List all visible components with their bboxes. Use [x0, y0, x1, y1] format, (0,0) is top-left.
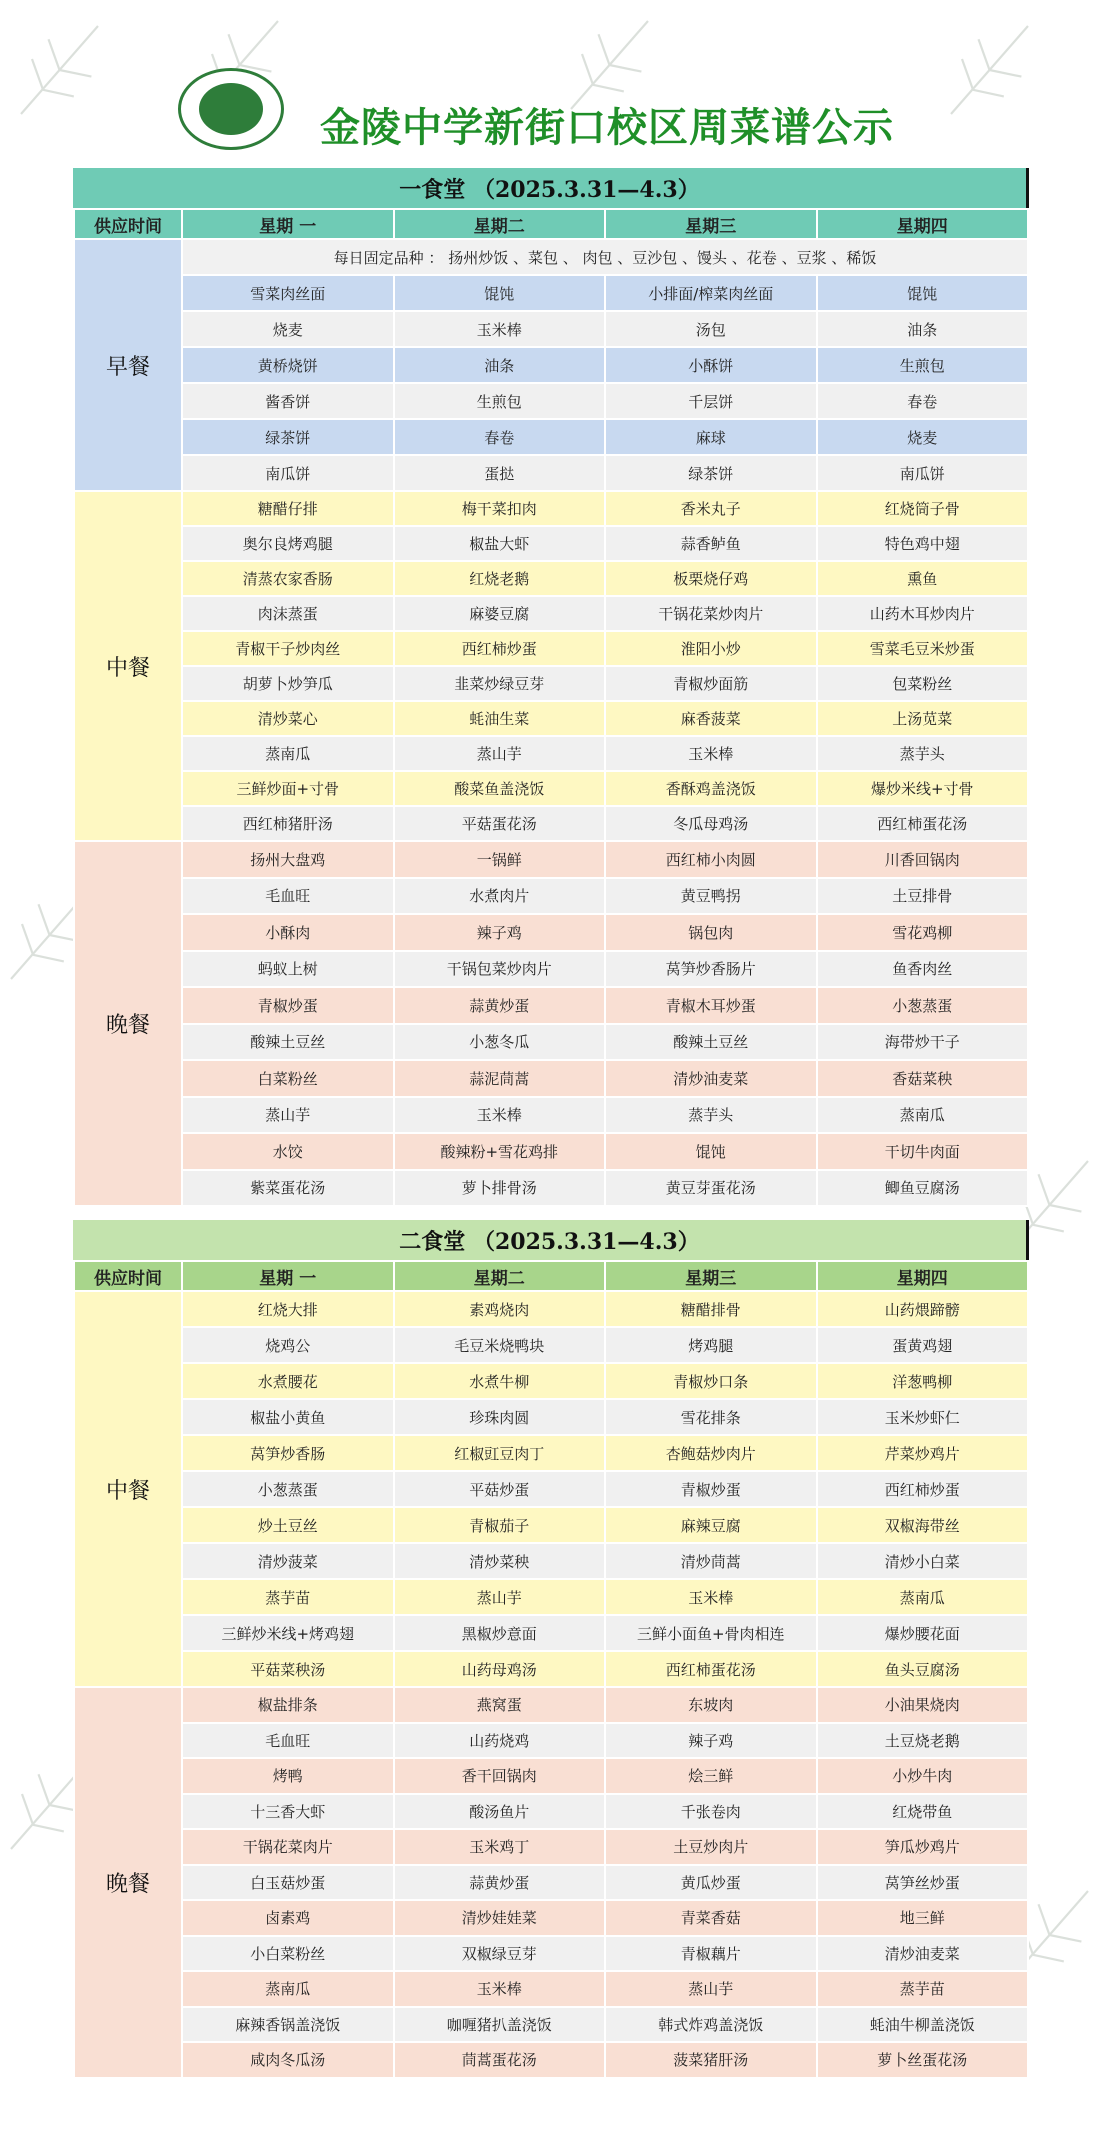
- dish-cell: 蚂蚁上树: [182, 951, 394, 988]
- header-row: [74, 209, 1028, 239]
- dish-cell: 烤鸭: [182, 1758, 394, 1794]
- dish-cell: 西红柿小肉圆: [605, 841, 817, 878]
- menu-row: [74, 1291, 1028, 1327]
- dish-cell: 咸肉冬瓜汤: [182, 2042, 394, 2078]
- dish-cell: 小葱蒸蛋: [182, 1471, 394, 1507]
- menu-row: [74, 806, 1028, 841]
- weekday-header: 星期 一: [182, 1261, 394, 1291]
- menu-row: [74, 1687, 1028, 1723]
- dish-cell: 绿茶饼: [182, 419, 394, 455]
- menu-row: [74, 2042, 1028, 2078]
- menu-row: [74, 1471, 1028, 1507]
- dish-cell: 青椒炒口条: [605, 1363, 817, 1399]
- dish-cell: 洋葱鸭柳: [817, 1363, 1029, 1399]
- dish-cell: 糖醋仔排: [182, 491, 394, 526]
- dish-cell: 白菜粉丝: [182, 1060, 394, 1097]
- dish-cell: 小油果烧肉: [817, 1687, 1029, 1723]
- dish-cell: 海带炒干子: [817, 1024, 1029, 1061]
- dish-cell: 青椒木耳炒蛋: [605, 987, 817, 1024]
- menu-row: [74, 951, 1028, 988]
- menu-row: [74, 1936, 1028, 1972]
- dish-cell: 椒盐小黄鱼: [182, 1399, 394, 1435]
- dish-cell: 山药母鸡汤: [394, 1651, 606, 1687]
- dish-cell: 干切牛肉面: [817, 1133, 1029, 1170]
- dish-cell: 椒盐排条: [182, 1687, 394, 1723]
- weekday-header: 星期四: [817, 1261, 1029, 1291]
- menu-row: [74, 1024, 1028, 1061]
- dish-cell: 山药煨蹄髈: [817, 1291, 1029, 1327]
- dish-cell: 小炒牛肉: [817, 1758, 1029, 1794]
- dish-cell: 蒸山芋: [605, 1971, 817, 2007]
- weekday-header: 星期二: [394, 209, 606, 239]
- dish-cell: 萝卜排骨汤: [394, 1170, 606, 1207]
- canteen2-menu-table: [73, 1260, 1029, 2079]
- dish-cell: 平菇炒蛋: [394, 1471, 606, 1507]
- dish-cell: 燕窝蛋: [394, 1687, 606, 1723]
- dish-cell: 蒜黄炒蛋: [394, 987, 606, 1024]
- dish-cell: 蒸南瓜: [817, 1579, 1029, 1615]
- dish-cell: 西红柿猪肝汤: [182, 806, 394, 841]
- dish-cell: 珍珠肉圆: [394, 1399, 606, 1435]
- dish-cell: 西红柿炒蛋: [394, 631, 606, 666]
- weekday-header: 星期三: [605, 1261, 817, 1291]
- school-logo: [178, 68, 284, 150]
- dish-cell: 平菇菜秧汤: [182, 1651, 394, 1687]
- dish-cell: 蒸南瓜: [817, 1097, 1029, 1134]
- dish-cell: 西红柿蛋花汤: [605, 1651, 817, 1687]
- dish-cell: 清蒸农家香肠: [182, 561, 394, 596]
- dish-cell: 十三香大虾: [182, 1794, 394, 1830]
- menu-row: [74, 311, 1028, 347]
- weekday-header: 星期二: [394, 1261, 606, 1291]
- dish-cell: 黑椒炒意面: [394, 1615, 606, 1651]
- menu-row: [74, 1900, 1028, 1936]
- dish-cell: 蚝油生菜: [394, 701, 606, 736]
- dish-cell: 清炒油麦菜: [817, 1936, 1029, 1972]
- meal-label-dinner: 晚餐: [74, 1687, 182, 2078]
- dish-cell: 辣子鸡: [394, 914, 606, 951]
- dish-cell: 馄饨: [394, 275, 606, 311]
- dish-cell: 土豆排骨: [817, 878, 1029, 915]
- dish-cell: 干锅包菜炒肉片: [394, 951, 606, 988]
- menu-row: [74, 1829, 1028, 1865]
- dish-cell: 莴笋炒香肠片: [605, 951, 817, 988]
- dish-cell: 玉米棒: [605, 1579, 817, 1615]
- dish-cell: 蚝油牛柳盖浇饭: [817, 2007, 1029, 2043]
- menu-row: [74, 771, 1028, 806]
- menu-row: [74, 561, 1028, 596]
- menu-row: [74, 1865, 1028, 1901]
- menu-row: [74, 383, 1028, 419]
- dish-cell: 酸菜鱼盖浇饭: [394, 771, 606, 806]
- dish-cell: 奥尔良烤鸡腿: [182, 526, 394, 561]
- dish-cell: 清炒茼蒿: [605, 1543, 817, 1579]
- dish-cell: 一锅鲜: [394, 841, 606, 878]
- dish-cell: 辣子鸡: [605, 1723, 817, 1759]
- school-logo-emblem-icon: [199, 83, 263, 135]
- dish-cell: 红烧大排: [182, 1291, 394, 1327]
- dish-cell: 杏鲍菇炒肉片: [605, 1435, 817, 1471]
- menu-row: [74, 1794, 1028, 1830]
- dish-cell: 平菇蛋花汤: [394, 806, 606, 841]
- supply-time-header: 供应时间: [74, 209, 182, 239]
- dish-cell: 双椒绿豆芽: [394, 1936, 606, 1972]
- dish-cell: 清炒菜心: [182, 701, 394, 736]
- dish-cell: 特色鸡中翅: [817, 526, 1029, 561]
- dish-cell: 蒸山芋: [394, 1579, 606, 1615]
- dish-cell: 雪菜肉丝面: [182, 275, 394, 311]
- menu-row: [74, 1579, 1028, 1615]
- canteen1-menu-table: [73, 208, 1029, 1207]
- meal-label-breakfast: 早餐: [74, 239, 182, 491]
- menu-row: [74, 455, 1028, 491]
- page-header: [0, 50, 1110, 170]
- canteen1-section: [73, 168, 1029, 1207]
- dish-cell: 毛血旺: [182, 1723, 394, 1759]
- dish-cell: 干锅花菜炒肉片: [605, 596, 817, 631]
- dish-cell: 梅干菜扣肉: [394, 491, 606, 526]
- dish-cell: 蒸芋头: [817, 736, 1029, 771]
- dish-cell: 蒸南瓜: [182, 1971, 394, 2007]
- dish-cell: 雪菜毛豆米炒蛋: [817, 631, 1029, 666]
- menu-row: [74, 631, 1028, 666]
- menu-row: [74, 1615, 1028, 1651]
- fixed-items-cell: 每日固定品种 ： 扬州炒饭 、菜包 、 肉包 、豆沙包 、馒头 、花卷 、豆浆 、稀饭: [182, 239, 1028, 275]
- dish-cell: 爆炒腰花面: [817, 1615, 1029, 1651]
- dish-cell: 三鲜炒米线+烤鸡翅: [182, 1615, 394, 1651]
- dish-cell: 冬瓜母鸡汤: [605, 806, 817, 841]
- dish-cell: 黄豆芽蛋花汤: [605, 1170, 817, 1207]
- dish-cell: 蛋挞: [394, 455, 606, 491]
- meal-label-dinner: 晚餐: [74, 841, 182, 1206]
- dish-cell: 三鲜炒面+寸骨: [182, 771, 394, 806]
- dish-cell: 三鲜小面鱼+骨肉相连: [605, 1615, 817, 1651]
- menu-row: [74, 1060, 1028, 1097]
- dish-cell: 烧鸡公: [182, 1327, 394, 1363]
- menu-row: [74, 1170, 1028, 1207]
- dish-cell: 黄豆鸭拐: [605, 878, 817, 915]
- dish-cell: 千层饼: [605, 383, 817, 419]
- dish-cell: 春卷: [817, 383, 1029, 419]
- dish-cell: 卤素鸡: [182, 1900, 394, 1936]
- dish-cell: 水煮腰花: [182, 1363, 394, 1399]
- meal-label-lunch: 中餐: [74, 491, 182, 841]
- dish-cell: 红烧筒子骨: [817, 491, 1029, 526]
- dish-cell: 酸汤鱼片: [394, 1794, 606, 1830]
- dish-cell: 韭菜炒绿豆芽: [394, 666, 606, 701]
- dish-cell: 蒸山芋: [182, 1097, 394, 1134]
- dish-cell: 莴笋丝炒蛋: [817, 1865, 1029, 1901]
- dish-cell: 黄桥烧饼: [182, 347, 394, 383]
- menu-row: [74, 1399, 1028, 1435]
- menu-row: [74, 526, 1028, 561]
- dish-cell: 土豆烧老鹅: [817, 1723, 1029, 1759]
- menu-row: [74, 491, 1028, 526]
- dish-cell: 咖喱猪扒盖浇饭: [394, 2007, 606, 2043]
- menu-row: [74, 1327, 1028, 1363]
- dish-cell: 笋瓜炒鸡片: [817, 1829, 1029, 1865]
- menu-row: [74, 2007, 1028, 2043]
- dish-cell: 西红柿蛋花汤: [817, 806, 1029, 841]
- dish-cell: 蒸山芋: [394, 736, 606, 771]
- dish-cell: 青菜香菇: [605, 1900, 817, 1936]
- menu-row: [74, 1133, 1028, 1170]
- menu-row: [74, 1758, 1028, 1794]
- dish-cell: 小酥肉: [182, 914, 394, 951]
- dish-cell: 水饺: [182, 1133, 394, 1170]
- canteen2-section: [73, 1220, 1029, 2079]
- dish-cell: 蒜黄炒蛋: [394, 1865, 606, 1901]
- dish-cell: 馄饨: [605, 1133, 817, 1170]
- menu-row: [74, 1971, 1028, 2007]
- menu-row: [74, 1435, 1028, 1471]
- dish-cell: 毛血旺: [182, 878, 394, 915]
- dish-cell: 生煎包: [817, 347, 1029, 383]
- dish-cell: 糖醋排骨: [605, 1291, 817, 1327]
- dish-cell: 扬州大盘鸡: [182, 841, 394, 878]
- page-title: 金陵中学新街口校区周菜谱公示: [320, 105, 894, 151]
- dish-cell: 清炒小白菜: [817, 1543, 1029, 1579]
- dish-cell: 水煮肉片: [394, 878, 606, 915]
- dish-cell: 香干回锅肉: [394, 1758, 606, 1794]
- dish-cell: 烩三鲜: [605, 1758, 817, 1794]
- dish-cell: 烧麦: [182, 311, 394, 347]
- dish-cell: 青椒炒蛋: [605, 1471, 817, 1507]
- menu-row: [74, 878, 1028, 915]
- dish-cell: 玉米棒: [605, 736, 817, 771]
- dish-cell: 酸辣土豆丝: [182, 1024, 394, 1061]
- dish-cell: 清炒油麦菜: [605, 1060, 817, 1097]
- dish-cell: 爆炒米线+寸骨: [817, 771, 1029, 806]
- dish-cell: 肉沫蒸蛋: [182, 596, 394, 631]
- menu-row: [74, 419, 1028, 455]
- dish-cell: 麻辣香锅盖浇饭: [182, 2007, 394, 2043]
- dish-cell: 雪花鸡柳: [817, 914, 1029, 951]
- dish-cell: 清炒菠菜: [182, 1543, 394, 1579]
- dish-cell: 红烧带鱼: [817, 1794, 1029, 1830]
- dish-cell: 烤鸡腿: [605, 1327, 817, 1363]
- dish-cell: 鲫鱼豆腐汤: [817, 1170, 1029, 1207]
- menu-row: [74, 1363, 1028, 1399]
- dish-cell: 小白菜粉丝: [182, 1936, 394, 1972]
- dish-cell: 麻球: [605, 419, 817, 455]
- dish-cell: 毛豆米烧鸭块: [394, 1327, 606, 1363]
- dish-cell: 上汤苋菜: [817, 701, 1029, 736]
- dish-cell: 蒸芋头: [605, 1097, 817, 1134]
- dish-cell: 包菜粉丝: [817, 666, 1029, 701]
- menu-row: [74, 841, 1028, 878]
- dish-cell: 香酥鸡盖浇饭: [605, 771, 817, 806]
- dish-cell: 清炒菜秧: [394, 1543, 606, 1579]
- menu-row: [74, 701, 1028, 736]
- dish-cell: 绿茶饼: [605, 455, 817, 491]
- meal-label-lunch: 中餐: [74, 1291, 182, 1687]
- supply-time-header: 供应时间: [74, 1261, 182, 1291]
- dish-cell: 胡萝卜炒笋瓜: [182, 666, 394, 701]
- weekday-header: 星期四: [817, 209, 1029, 239]
- dish-cell: 青椒干子炒肉丝: [182, 631, 394, 666]
- dish-cell: 麻香菠菜: [605, 701, 817, 736]
- dish-cell: 莴笋炒香肠: [182, 1435, 394, 1471]
- dish-cell: 清炒娃娃菜: [394, 1900, 606, 1936]
- dish-cell: 酱香饼: [182, 383, 394, 419]
- dish-cell: 春卷: [394, 419, 606, 455]
- menu-row: [74, 347, 1028, 383]
- dish-cell: 紫菜蛋花汤: [182, 1170, 394, 1207]
- dish-cell: 双椒海带丝: [817, 1507, 1029, 1543]
- canteen2-title: 二食堂 （2025.3.31—4.3）: [73, 1220, 1029, 1260]
- dish-cell: 川香回锅肉: [817, 841, 1029, 878]
- dish-cell: 蒜香鲈鱼: [605, 526, 817, 561]
- dish-cell: 黄瓜炒蛋: [605, 1865, 817, 1901]
- dish-cell: 素鸡烧肉: [394, 1291, 606, 1327]
- dish-cell: 小酥饼: [605, 347, 817, 383]
- dish-cell: 生煎包: [394, 383, 606, 419]
- dish-cell: 鱼香肉丝: [817, 951, 1029, 988]
- dish-cell: 油条: [817, 311, 1029, 347]
- dish-cell: 青椒炒蛋: [182, 987, 394, 1024]
- dish-cell: 红烧老鹅: [394, 561, 606, 596]
- dish-cell: 山药木耳炒肉片: [817, 596, 1029, 631]
- dish-cell: 玉米鸡丁: [394, 1829, 606, 1865]
- fixed-items-row: [74, 239, 1028, 275]
- dish-cell: 香菇菜秧: [817, 1060, 1029, 1097]
- dish-cell: 玉米炒虾仁: [817, 1399, 1029, 1435]
- menu-row: [74, 1097, 1028, 1134]
- dish-cell: 鱼头豆腐汤: [817, 1651, 1029, 1687]
- menu-row: [74, 1723, 1028, 1759]
- dish-cell: 小葱冬瓜: [394, 1024, 606, 1061]
- dish-cell: 蒸芋苗: [817, 1971, 1029, 2007]
- menu-row: [74, 1507, 1028, 1543]
- dish-cell: 芹菜炒鸡片: [817, 1435, 1029, 1471]
- dish-cell: 椒盐大虾: [394, 526, 606, 561]
- menu-row: [74, 1651, 1028, 1687]
- dish-cell: 酸辣土豆丝: [605, 1024, 817, 1061]
- canteen1-title: 一食堂 （2025.3.31—4.3）: [73, 168, 1029, 208]
- dish-cell: 南瓜饼: [817, 455, 1029, 491]
- dish-cell: 汤包: [605, 311, 817, 347]
- dish-cell: 水煮牛柳: [394, 1363, 606, 1399]
- dish-cell: 青椒茄子: [394, 1507, 606, 1543]
- dish-cell: 炒土豆丝: [182, 1507, 394, 1543]
- menu-row: [74, 987, 1028, 1024]
- dish-cell: 蒸芋苗: [182, 1579, 394, 1615]
- dish-cell: 馄饨: [817, 275, 1029, 311]
- dish-cell: 香米丸子: [605, 491, 817, 526]
- menu-row: [74, 914, 1028, 951]
- menu-row: [74, 666, 1028, 701]
- dish-cell: 油条: [394, 347, 606, 383]
- dish-cell: 西红柿炒蛋: [817, 1471, 1029, 1507]
- dish-cell: 小葱蒸蛋: [817, 987, 1029, 1024]
- weekday-header: 星期 一: [182, 209, 394, 239]
- dish-cell: 淮阳小炒: [605, 631, 817, 666]
- dish-cell: 白玉菇炒蛋: [182, 1865, 394, 1901]
- dish-cell: 烧麦: [817, 419, 1029, 455]
- header-row: [74, 1261, 1028, 1291]
- dish-cell: 土豆炒肉片: [605, 1829, 817, 1865]
- dish-cell: 萝卜丝蛋花汤: [817, 2042, 1029, 2078]
- dish-cell: 青椒藕片: [605, 1936, 817, 1972]
- dish-cell: 锅包肉: [605, 914, 817, 951]
- dish-cell: 南瓜饼: [182, 455, 394, 491]
- dish-cell: 玉米棒: [394, 1097, 606, 1134]
- dish-cell: 山药烧鸡: [394, 1723, 606, 1759]
- menu-row: [74, 1543, 1028, 1579]
- dish-cell: 地三鲜: [817, 1900, 1029, 1936]
- dish-cell: 熏鱼: [817, 561, 1029, 596]
- dish-cell: 蒜泥茼蒿: [394, 1060, 606, 1097]
- dish-cell: 麻婆豆腐: [394, 596, 606, 631]
- dish-cell: 雪花排条: [605, 1399, 817, 1435]
- dish-cell: 菠菜猪肝汤: [605, 2042, 817, 2078]
- dish-cell: 麻辣豆腐: [605, 1507, 817, 1543]
- dish-cell: 玉米棒: [394, 311, 606, 347]
- menu-row: [74, 736, 1028, 771]
- weekday-header: 星期三: [605, 209, 817, 239]
- dish-cell: 酸辣粉+雪花鸡排: [394, 1133, 606, 1170]
- menu-row: [74, 596, 1028, 631]
- dish-cell: 小排面/榨菜肉丝面: [605, 275, 817, 311]
- dish-cell: 蒸南瓜: [182, 736, 394, 771]
- dish-cell: 蛋黄鸡翅: [817, 1327, 1029, 1363]
- dish-cell: 东坡肉: [605, 1687, 817, 1723]
- dish-cell: 韩式炸鸡盖浇饭: [605, 2007, 817, 2043]
- dish-cell: 玉米棒: [394, 1971, 606, 2007]
- dish-cell: 板栗烧仔鸡: [605, 561, 817, 596]
- menu-row: [74, 275, 1028, 311]
- dish-cell: 干锅花菜肉片: [182, 1829, 394, 1865]
- dish-cell: 千张卷肉: [605, 1794, 817, 1830]
- dish-cell: 青椒炒面筋: [605, 666, 817, 701]
- dish-cell: 茼蒿蛋花汤: [394, 2042, 606, 2078]
- dish-cell: 红椒豇豆肉丁: [394, 1435, 606, 1471]
